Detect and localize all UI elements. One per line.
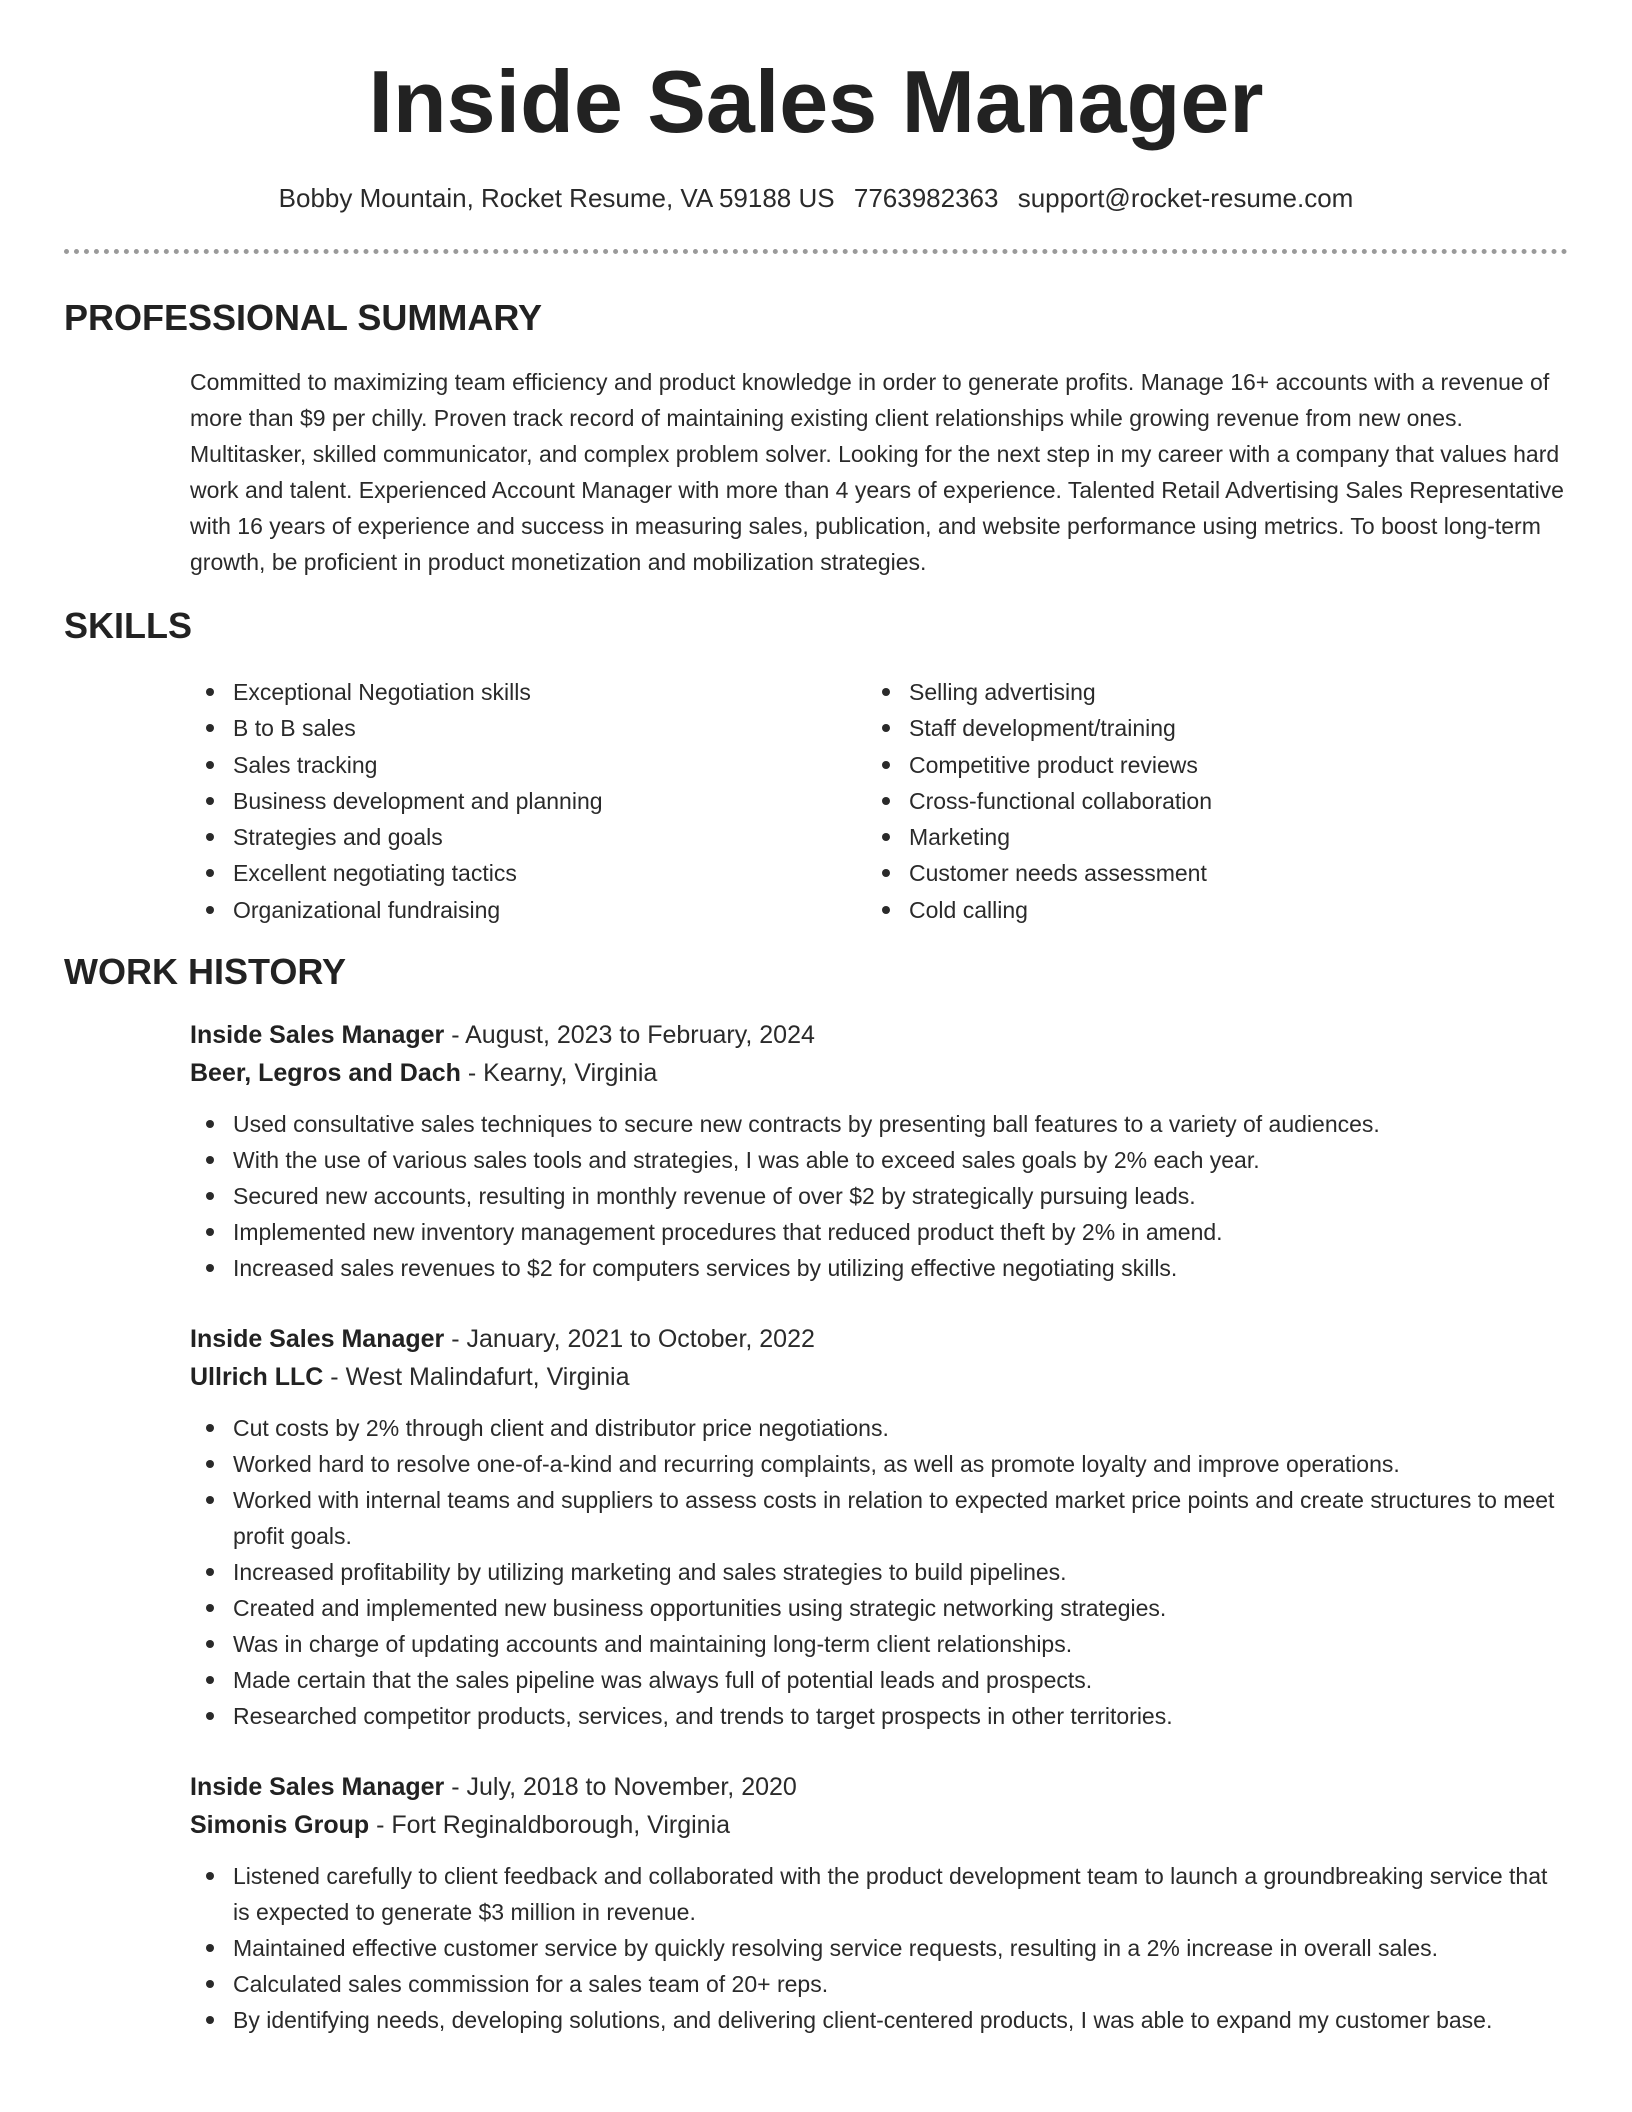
- skill-item: Organizational fundraising: [190, 892, 850, 928]
- job-title: Inside Sales Manager: [190, 1773, 445, 1801]
- contact-phone: 7763982363: [853, 183, 999, 213]
- skill-item: Excellent negotiating tactics: [190, 855, 850, 891]
- job-bullets: [190, 1410, 1570, 1734]
- skills-heading: SKILLS: [64, 605, 193, 646]
- job-title-line: [190, 1320, 1570, 1358]
- contact-address: Bobby Mountain, Rocket Resume, VA 59188 US: [278, 183, 835, 213]
- skill-item: Marketing: [866, 819, 1566, 855]
- job-company-line: [190, 1806, 1570, 1844]
- job-bullet: Listened carefully to client feedback and collaborated with the product development team to launch a groundbreaking service that is expected to generate $3 million in revenue.: [190, 1858, 1570, 1930]
- job-entry: [190, 1016, 1570, 1286]
- job-bullet: Created and implemented new business opportunities using strategic networking strategies.: [190, 1590, 1570, 1626]
- job-bullet: Was in charge of updating accounts and maintaining long-term client relationships.: [190, 1626, 1570, 1662]
- skill-item: Strategies and goals: [190, 819, 850, 855]
- job-bullets: [190, 1858, 1570, 2038]
- header-divider: [64, 249, 1568, 254]
- job-company-line: [190, 1054, 1570, 1092]
- skill-item: Business development and planning: [190, 783, 850, 819]
- skill-item: Customer needs assessment: [866, 855, 1566, 891]
- job-bullet: Made certain that the sales pipeline was always full of potential leads and prospects.: [190, 1662, 1570, 1698]
- job-location: - Kearny, Virginia: [467, 1059, 658, 1087]
- job-title-line: [190, 1768, 1570, 1806]
- job-bullet: Worked hard to resolve one-of-a-kind and recurring complaints, as well as promote loyalty and improve operations.: [190, 1446, 1570, 1482]
- job-bullet: Increased sales revenues to $2 for computers services by utilizing effective negotiating skills.: [190, 1250, 1570, 1286]
- skill-item: Staff development/training: [866, 710, 1566, 746]
- job-location: - West Malindafurt, Virginia: [330, 1363, 630, 1391]
- job-bullet: Researched competitor products, services, and trends to target prospects in other territories.: [190, 1698, 1570, 1734]
- contact-line: [0, 178, 1632, 218]
- job-bullet: Maintained effective customer service by quickly resolving service requests, resulting in a 2% increase in overall sales.: [190, 1930, 1570, 1966]
- job-bullet: With the use of various sales tools and strategies, I was able to exceed sales goals by 2% each year.: [190, 1142, 1570, 1178]
- skill-item: Selling advertising: [866, 674, 1566, 710]
- work-history-heading: WORK HISTORY: [64, 951, 347, 992]
- job-bullet: Increased profitability by utilizing marketing and sales strategies to build pipelines.: [190, 1554, 1570, 1590]
- job-title: Inside Sales Manager: [190, 1325, 445, 1353]
- summary-text: Committed to maximizing team efficiency and product knowledge in order to generate profits. Manage 16+ accounts with a revenue of more than $9 per chilly. Proven track record of maintaining existing client relationships while growing revenue from new ones. Multitasker, skilled communicator, and complex problem solver. Looking for the next step in my career with a company that values hard work and talent. Experienced Account Manager with more than 4 years of experience. Talented Retail Advertising Sales Representative with 16 years of experience and success in measuring sales, publication, and website performance using metrics. To boost long-term growth, be proficient in product monetization and mobilization strategies.: [190, 369, 1564, 575]
- job-dates: - July, 2018 to November, 2020: [451, 1773, 797, 1801]
- job-bullet: Calculated sales commission for a sales team of 20+ reps.: [190, 1966, 1570, 2002]
- skill-item: Sales tracking: [190, 747, 850, 783]
- skill-item: Cold calling: [866, 892, 1566, 928]
- summary-heading: PROFESSIONAL SUMMARY: [64, 297, 543, 338]
- skill-item: Competitive product reviews: [866, 747, 1566, 783]
- skill-item: Cross-functional collaboration: [866, 783, 1566, 819]
- job-company: Beer, Legros and Dach: [190, 1059, 461, 1087]
- job-entry: [190, 1768, 1570, 2038]
- job-entry: [190, 1320, 1570, 1734]
- job-bullet: Implemented new inventory management procedures that reduced product theft by 2% in amend.: [190, 1214, 1570, 1250]
- contact-email: support@rocket-resume.com: [1017, 183, 1354, 213]
- resume-title: Inside Sales Manager: [368, 52, 1264, 151]
- job-company-line: [190, 1358, 1570, 1396]
- job-bullet: By identifying needs, developing solutions, and delivering client-centered products, I was able to expand my customer base.: [190, 2002, 1570, 2038]
- job-company: Ullrich LLC: [190, 1363, 324, 1391]
- job-company: Simonis Group: [190, 1811, 370, 1839]
- job-title-line: [190, 1016, 1570, 1054]
- job-location: - Fort Reginaldborough, Virginia: [376, 1811, 731, 1839]
- skill-item: Exceptional Negotiation skills: [190, 674, 850, 710]
- job-bullet: Used consultative sales techniques to secure new contracts by presenting ball features to a variety of audiences.: [190, 1106, 1570, 1142]
- job-dates: - January, 2021 to October, 2022: [451, 1325, 815, 1353]
- skills-list-left: [190, 674, 850, 928]
- job-bullet: Cut costs by 2% through client and distributor price negotiations.: [190, 1410, 1570, 1446]
- skill-item: B to B sales: [190, 710, 850, 746]
- job-bullet: Secured new accounts, resulting in monthly revenue of over $2 by strategically pursuing leads.: [190, 1178, 1570, 1214]
- job-bullet: Worked with internal teams and suppliers to assess costs in relation to expected market price points and create structures to meet profit goals.: [190, 1482, 1570, 1554]
- skills-list-right: [866, 674, 1566, 928]
- job-title: Inside Sales Manager: [190, 1021, 445, 1049]
- job-dates: - August, 2023 to February, 2024: [451, 1021, 815, 1049]
- job-bullets: [190, 1106, 1570, 1286]
